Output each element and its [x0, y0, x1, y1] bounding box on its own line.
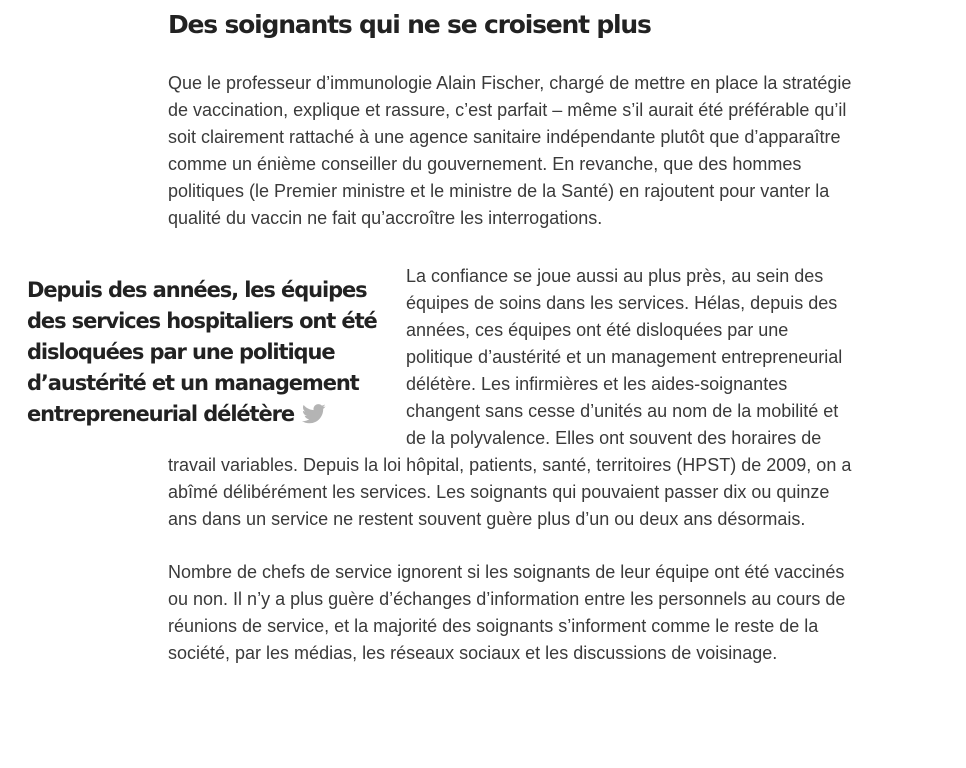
article-body [27, 0, 858, 667]
section-heading: Des soignants qui ne se croisent plus [168, 10, 651, 39]
twitter-bird-icon[interactable] [302, 404, 326, 424]
pull-quote-text: Depuis des années, les équipes des services hospitaliers ont été disloquées par une politique d’austérité et un management entrepreneurial délétère [27, 278, 377, 426]
article-paragraph-1: Que le professeur d’immunologie Alain Fischer, chargé de mettre en place la stratégie de vaccination, explique et rassure, c’est parfait – même s’il aurait été préférable qu’il soit clairement rattaché à une agence sanitaire indépendante plutôt que d’apparaître comme un énième conseiller du gouvernement. En revanche, que des hommes politiques (le Premier ministre et le ministre de la Santé) en rajoutent pour vanter la qualité du vaccin ne fait qu’accroître les interrogations. [168, 73, 852, 228]
article-paragraph-2-wrapper [27, 263, 858, 533]
pull-quote [27, 275, 387, 430]
article-paragraph-2: La confiance se joue aussi au plus près, au sein des équipes de soins dans les services. Hélas, depuis des années, ces équipes ont été disloquées par une politique d’austérité et un management entrepreneurial délétère. Les infirmières et les aides-soignantes changent sans cesse d’unités au nom de la mobilité et de la polyvalence. Elles ont souvent des horaires de travail variables. Depuis la loi hôpital, patients, santé, territoires (HPST) de 2009, on a abîmé délibérément les services. Les soignants qui pouvaient passer dix ou quinze ans dans un service ne restent souvent guère plus d’un ou deux ans désormais. [168, 266, 852, 529]
article-paragraph-3: Nombre de chefs de service ignorent si les soignants de leur équipe ont été vaccinés ou non. Il n’y a plus guère d’échanges d’information entre les personnels au cours de réunions de service, et la majorité des soignants s’informent comme le reste de la société, par les médias, les réseaux sociaux et les discussions de voisinage. [168, 562, 846, 663]
